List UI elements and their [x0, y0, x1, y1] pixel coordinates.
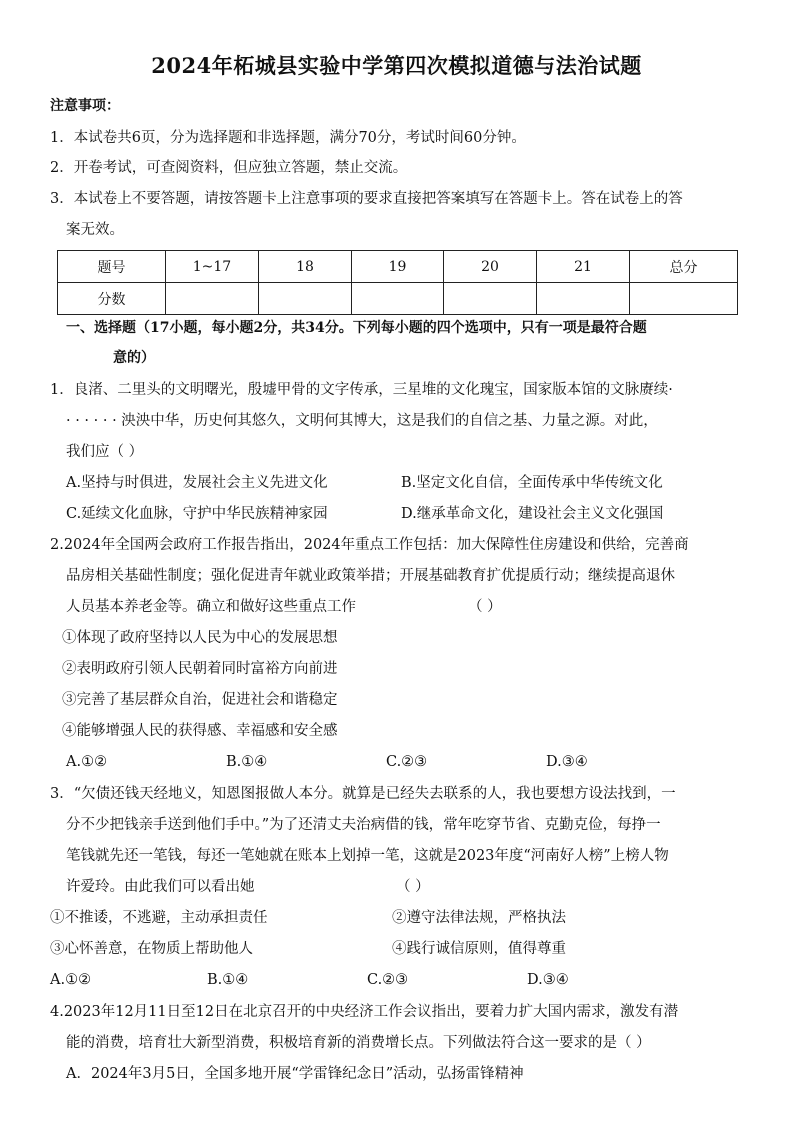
question-3-option-b: B.①④: [207, 972, 249, 988]
question-3-line: 笔钱就先还一笔钱，每还一笔她就在账本上划掉一笔，这就是2023年度“河南好人榜”上榜人物: [66, 848, 669, 864]
score-cell: [259, 283, 352, 315]
question-4-option-a: A．2024年3月5日，全国多地开展“学雷锋纪念日”活动，弘扬雷锋精神: [66, 1066, 524, 1082]
table-header-cell: 总分: [630, 251, 738, 283]
section-heading: 一、选择题（17小题，每小题2分，共34分。下列每小题的四个选项中，只有一项是最符合题: [66, 320, 647, 336]
answer-bracket: （ ）: [396, 879, 430, 895]
question-1-line: 1．良渚、二里头的文明曙光，殷墟甲骨的文字传承，三星堆的文化瑰宝，国家版本馆的文脉赓续·: [50, 382, 673, 398]
question-3-statement: ①不推诿，不逃避，主动承担责任: [50, 910, 268, 926]
question-3-line: 3．“欠债还钱天经地义，知恩图报做人本分。就算是已经失去联系的人，我也要想方设法找到，一: [50, 786, 676, 802]
question-3-statement: ②遵守法律法规，严格执法: [392, 910, 566, 926]
table-row-label: 分数: [58, 283, 166, 315]
question-2-line: 2.2024年全国两会政府工作报告指出，2024年重点工作包括：加大保障性住房建设和供给，完善商: [50, 537, 689, 553]
notice-item: 1．本试卷共6页，分为选择题和非选择题，满分70分，考试时间60分钟。: [50, 130, 526, 146]
score-table: [57, 250, 738, 315]
question-2-option-b: B.①④: [226, 754, 268, 770]
score-table-score-row: [58, 283, 738, 315]
question-2-line: 品房相关基础性制度；强化促进青年就业政策举措；开展基础教育扩优提质行动；继续提高退休: [66, 568, 675, 584]
section-heading-cont: 意的）: [113, 350, 155, 366]
table-header-cell: 题号: [58, 251, 166, 283]
score-table-header-row: [58, 251, 738, 283]
score-cell: [166, 283, 259, 315]
question-3-option-d: D.③④: [527, 972, 569, 988]
question-2-option-c: C.②③: [386, 754, 428, 770]
question-4-line: 4.2023年12月11日至12日在北京召开的中央经济工作会议指出，要着力扩大国内需求，激发有潜: [50, 1004, 679, 1020]
question-3-option-c: C.②③: [367, 972, 409, 988]
score-cell: [630, 283, 738, 315]
question-1-option-a: A.坚持与时俱进，发展社会主义先进文化: [66, 475, 328, 491]
score-cell: [352, 283, 444, 315]
notice-item: 2．开卷考试，可查阅资料，但应独立答题，禁止交流。: [50, 160, 408, 176]
table-header-cell: 19: [352, 251, 444, 283]
question-1-option-d: D.继承革命文化，建设社会主义文化强国: [401, 506, 664, 522]
question-4-line: 能的消费，培育壮大新型消费，积极培育新的消费增长点。下列做法符合这一要求的是（ ）: [66, 1035, 651, 1051]
page-title: 2024年柘城县实验中学第四次模拟道德与法治试题: [151, 53, 642, 78]
score-cell: [444, 283, 537, 315]
question-2-statement: ②表明政府引领人民朝着同时富裕方向前进: [62, 661, 338, 677]
question-2-statement: ①体现了政府坚持以人民为中心的发展思想: [62, 630, 338, 646]
question-1-line: 我们应（ ）: [66, 444, 144, 460]
question-1-option-c: C.延续文化血脉，守护中华民族精神家园: [66, 506, 328, 522]
question-1-option-b: B.坚定文化自信，全面传承中华传统文化: [401, 475, 663, 491]
question-2-option-d: D.③④: [546, 754, 588, 770]
table-header-cell: 1~17: [166, 251, 259, 283]
notice-heading: 注意事项：: [50, 98, 120, 114]
question-2-option-a: A.①②: [66, 754, 108, 770]
question-2-statement: ④能够增强人民的获得感、幸福感和安全感: [62, 723, 338, 739]
table-header-cell: 18: [259, 251, 352, 283]
question-3-line: 分不少把钱亲手送到他们手中。”为了还清丈夫治病借的钱，常年吃穿节省、克勤克俭，每挣一: [66, 817, 661, 833]
table-header-cell: 20: [444, 251, 537, 283]
question-3-statement: ③心怀善意，在物质上帮助他人: [50, 941, 253, 957]
question-1-line: · · · · · · 泱泱中华，历史何其悠久，文明何其博大，这是我们的自信之基、力量之源。对此，: [66, 413, 658, 429]
question-3-option-a: A.①②: [50, 972, 92, 988]
answer-bracket: （ ）: [468, 599, 502, 615]
question-2-statement: ③完善了基层群众自治，促进社会和谐稳定: [62, 692, 338, 708]
question-3-line: 许爱玲。由此我们可以看出她: [66, 879, 255, 895]
question-3-statement: ④践行诚信原则，值得尊重: [392, 941, 566, 957]
notice-item: 3．本试卷上不要答题，请按答题卡上注意事项的要求直接把答案填写在答题卡上。答在试卷上的答: [50, 191, 683, 207]
score-cell: [537, 283, 630, 315]
question-2-line: 人员基本养老金等。确立和做好这些重点工作: [66, 599, 356, 615]
table-header-cell: 21: [537, 251, 630, 283]
notice-item: 案无效。: [66, 222, 124, 238]
